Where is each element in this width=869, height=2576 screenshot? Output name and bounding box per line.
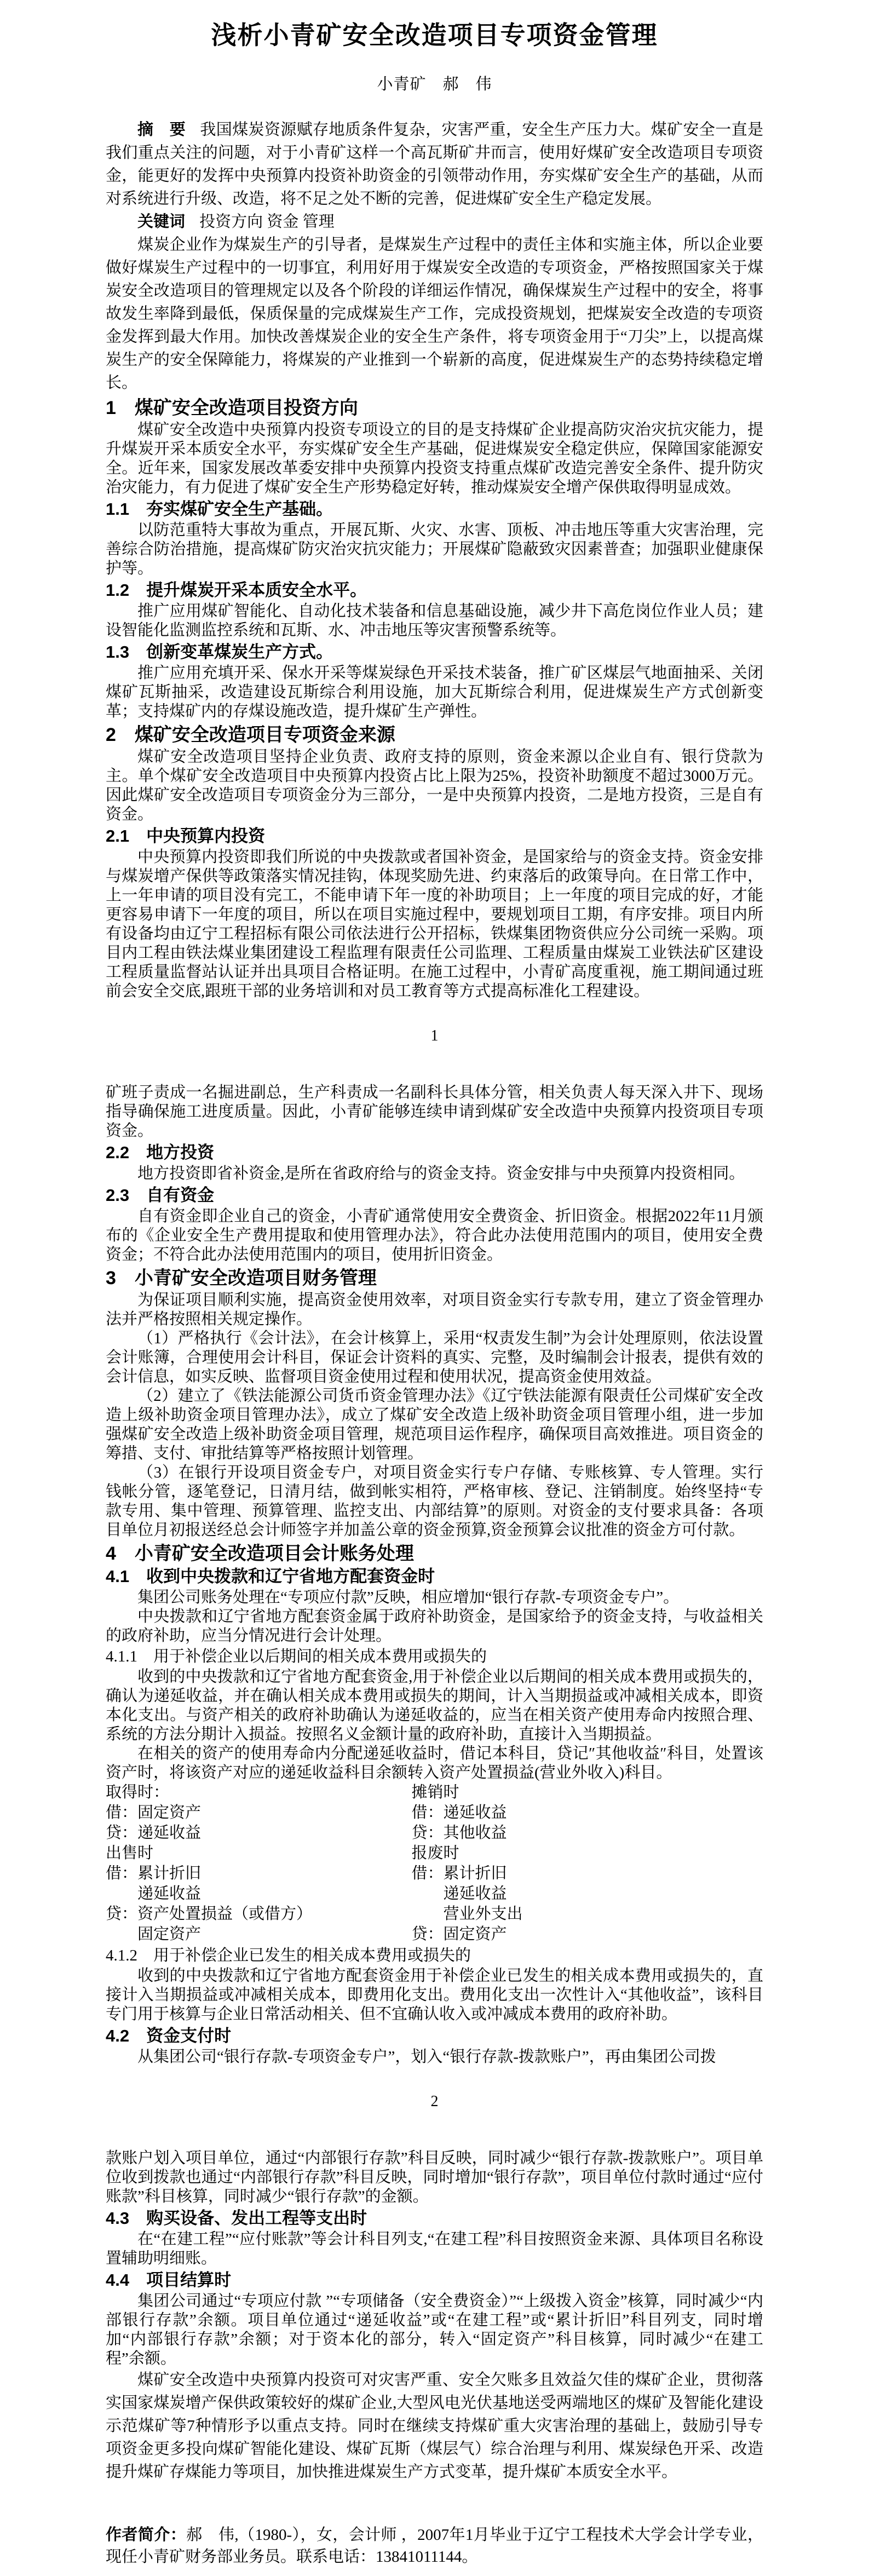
paragraph: 自有资金即企业自己的资金，小青矿通常使用安全费资金、折旧资金。根据2022年11月颁布的《企业安全生产费用提取和使用管理办法》，符合此办法使用范围内的项目，使用安全费资金；不符合此办法使用范围内的项目，使用折旧资金。 [106,1208,763,1263]
section-heading: 4.2 资金支付时 [106,2026,232,2045]
page-number: 2 [430,2093,439,2110]
paper-author: 小青矿 郝 伟 [377,76,492,93]
journal-entries-left [106,1783,411,1945]
page-break [106,2067,763,2149]
journal-entry-line: 借：递延收益 [411,1804,507,1821]
keywords [106,210,763,233]
section-heading: 4.4 项目结算时 [106,2270,232,2290]
journal-entries-right [411,1783,763,1945]
section-heading: 1.3 创新变革煤炭生产方式。 [106,642,333,662]
section-heading: 4.1.1 用于补偿企业以后期间的相关成本费用或损失的 [106,1648,487,1665]
section-heading: 4.1.2 用于补偿企业已发生的相关成本费用或损失的 [106,1947,471,1964]
journal-entry-line: 借：累计折旧 [411,1865,507,1882]
abstract [106,118,763,210]
paragraph: 为保证项目顺利实施，提高资金使用效率，对项目资金实行专款专用，建立了资金管理办法并严格按照相关规定操作。 [106,1291,763,1328]
journal-entry-line: 借：固定资产 [106,1804,202,1821]
journal-entry-line: 贷：其他收益 [411,1824,507,1842]
paragraph: 煤矿安全改造项目坚持企业负责、政府支持的原则，资金来源以企业自有、银行贷款为主。单个煤矿安全改造项目中央预算内投资占比上限为25%，投资补助额度不超过3000万元。因此煤矿安全改造项目专项资金分为三部分，一是中央预算内投资，二是地方投资，三是自有资金。 [106,748,763,823]
journal-entry-line: 固定资产 [137,1925,202,1943]
section-heading: 1.2 提升煤炭开采本质安全水平。 [106,580,367,600]
journal-entry-line: 报废时 [411,1844,459,1862]
paragraph: 推广应用煤矿智能化、自动化技术装备和信息基础设施，减少井下高危岗位作业人员；建设智能化监测监控系统和瓦斯、水、冲击地压等灾害预警系统等。 [106,602,763,639]
journal-entry-line: 借：累计折旧 [106,1865,202,1882]
paragraph: 在“在建工程”“应付账款”等会计科目列支,“在建工程”科目按照资金来源、具体项目名称设置辅助明细账。 [106,2230,763,2267]
section-heading: 1 煤矿安全改造项目投资方向 [106,398,358,418]
section-heading: 2 煤矿安全改造项目专项资金来源 [106,725,395,745]
paper-title: 浅析小青矿安全改造项目专项资金管理 [211,21,658,49]
journal-entry-line: 递延收益 [137,1885,202,1902]
paragraph: 煤矿安全改造中央预算内投资可对灾害严重、安全欠账多且效益欠佳的煤矿企业，贯彻落实国家煤炭增产保供政策较好的煤矿企业,大型风电光伏基地送受两端地区的煤矿及智能化建设示范煤矿等7种情形予以重点支持。同时在继续支持煤矿重大灾害治理的基础上，鼓励引导专项资金更多投向煤矿智能化建设、煤矿瓦斯（煤层气）综合治理与利用、煤炭绿色开采、改造提升煤矿存煤能力等项目，加快推进煤炭生产方式变革，提升煤矿本质安全水平。 [106,2371,763,2481]
paragraph: 集团公司通过“专项应付款 ”“专项储备（安全费资金）”“上级拨入资金”核算，同时减少“内部银行存款”余额。项目单位通过“递延收益”或“在建工程”或“累计折旧”科目列支，同时增加“内部银行存款”余额；对于资本化的部分，转入“固定资产”科目核算，同时减少“在建工程”余额。 [106,2292,763,2367]
author-bio-label: 作者简介： [106,2526,187,2544]
keywords-text: 投资方向 资金 管理 [199,213,335,231]
paragraph: 地方投资即省补资金,是所在省政府给与的资金支持。资金安排与中央预算内投资相同。 [137,1165,745,1182]
paragraph: 中央拨款和辽宁省地方配套资金属于政府补助资金，是国家给予的资金支持，与收益相关的政府补助，应当分情况进行会计处理。 [106,1608,763,1645]
journal-entry-line: 摊销时 [411,1784,459,1801]
journal-entry-line: 贷：资产处置损益（或借方） [106,1905,313,1923]
paragraph: 收到的中央拨款和辽宁省地方配套资金用于补偿企业已发生的相关成本费用或损失的，直接计入当期损益或冲减相关成本，即费用化支出。费用化支出一次性计入“其他收益”，该科目专门用于核算与企业日常活动相关、但不宜确认收入或冲减成本费用的政府补助。 [106,1967,763,2023]
abstract-label: 摘 要 [137,121,186,139]
section-heading: 2.3 自有资金 [106,1186,215,1205]
section-heading: 2.1 中央预算内投资 [106,826,266,846]
paragraph: 收到的中央拨款和辽宁省地方配套资金,用于补偿企业以后期间的相关成本费用或损失的，确认为递延收益，并在确认相关成本费用或损失的期间，计入当期损益或冲减相关成本，即资本化支出。与资产相关的政府补助确认为递延收益的，应当在相关资产使用寿命内按照合理、系统的方法分期计入损益。按照名义金额计量的政府补助，直接计入当期损益。 [106,1668,763,1743]
paragraph: 煤炭企业作为煤炭生产的引导者，是煤炭生产过程中的责任主体和实施主体，所以企业要做好煤炭生产过程中的一切事宜，利用好用于煤炭安全改造的专项资金，严格按照国家关于煤炭安全改造项目的管理规定以及各个阶段的详细运作情况，确保煤炭生产过程中的安全，将事故发生率降到最低，保质保量的完成煤炭生产工作，完成投资规划，把煤炭安全改造的专项资金发挥到最大作用。加快改善煤炭企业的安全生产条件，将专项资金用于“刀尖”上，以提高煤炭生产的安全保障能力，将煤炭的产业推到一个崭新的高度，促进煤炭生产的态势持续稳定增长。 [106,236,763,392]
journal-entry-line: 取得时： [106,1784,170,1801]
journal-entry-line: 贷：递延收益 [106,1824,202,1842]
section-heading: 3 小青矿安全改造项目财务管理 [106,1268,377,1289]
paragraph: 煤矿安全改造中央预算内投资专项设立的目的是支持煤矿企业提高防灾治灾抗灾能力，提升煤炭开采本质安全水平，夯实煤矿安全生产基础，促进煤炭安全稳定供应，保障国家能源安全。近年来，国家发展改革委安排中央预算内投资支持重点煤矿改造完善安全条件、提升防灾治灾能力，有力促进了煤矿安全生产形势稳定好转，推动煤炭安全增产保供取得明显成效。 [106,421,763,496]
paragraph: 集团公司账务处理在“专项应付款”反映，相应增加“银行存款-专项资金专户”。 [137,1589,680,1606]
page-break [106,1001,763,1083]
document-body [106,233,763,2568]
section-heading: 1.1 夯实煤矿安全生产基础。 [106,499,333,519]
journal-entry-line: 递延收益 [443,1885,507,1902]
abstract-text: 我国煤炭资源赋存地质条件复杂，灾害严重，安全生产压力大。煤矿安全一直是我们重点关注的问题，对于小青矿这样一个高瓦斯矿井而言，使用好煤矿安全改造项目专项资金，能更好的发挥中央预算内投资补助资金的引领带动作用，夯实煤矿安全生产的基础，从而对系统进行升级、改造，将不足之处不断的完善，促进煤矿安全生产稳定发展。 [106,121,763,208]
paragraph: 中央预算内投资即我们所说的中央拨款或者国补资金，是国家给与的资金支持。资金安排与煤炭增产保供等政策落实情况挂钩，体现奖励先进、约束落后的政策导向。在日常工作中，上一年申请的项目没有完工，不能申请下年一度的补助项目；上一年度的项目完成的好，才能更容易申请下一年度的项目，所以在项目实施过程中，要规划项目工期，有序安排。项目内所有设备均由辽宁工程招标有限公司依法进行公开招标，铁煤集团物资供应分公司统一采购。项目内工程由铁法煤业集团建设工程监理有限责任公司监理、工程质量由煤炭工业铁法矿区建设工程质量监督站认证并出具项目合格证明。在施工过程中，小青矿高度重视，施工期间通过班前会安全交底,跟班干部的业务培训和对员工教育等方式提高标准化工程建设。 [106,848,763,1000]
page-number: 1 [430,1027,439,1044]
author-bio [106,2524,763,2568]
journal-entry-line: 出售时 [106,1844,154,1862]
keywords-label: 关键词 [137,213,186,231]
section-heading: 4.3 购买设备、发出工程等支出时 [106,2209,367,2228]
section-heading: 4 小青矿安全改造项目会计账务处理 [106,1543,414,1564]
paragraph: （2）建立了《铁法能源公司货币资金管理办法》《辽宁铁法能源有限责任公司煤矿安全改造上级补助资金项目管理办法》，成立了煤矿安全改造上级补助资金项目管理小组，进一步加强煤矿安全改造上级补助资金项目管理，规范项目运作程序，确保项目高效推进。项目资金的筹措、支付、审批结算等严格按照计划管理。 [106,1387,763,1462]
journal-entry-line: 贷：固定资产 [411,1925,507,1943]
paragraph: 在相关的资产的使用寿命内分配递延收益时，借记本科目，贷记″其他收益″科目，处置该资产时，将该资产对应的递延收益科目余额转入资产处置损益(营业外收入)科目。 [106,1745,763,1781]
paragraph: （3）在银行开设项目资金专户，对项目资金实行专户存储、专账核算、专人管理。实行钱帐分管，逐笔登记，日清月结，做到帐实相符，严格审核、登记、注销制度。始终坚持“专款专用、集中管理、预算管理、监控支出、内部结算”的原则。对资金的支付要求具备：各项目单位月初报送经总会计师签字并加盖公章的资金预算,资金预算会议批准的资金方可付款。 [106,1464,763,1539]
paragraph: 款账户划入项目单位，通过“内部银行存款”科目反映，同时减少“银行存款-拨款账户”。项目单位收到拨款也通过“内部银行存款”科目反映，同时增加“银行存款”，项目单位付款时通过“应付账款”科目核算，同时减少“银行存款”的金额。 [106,2149,763,2205]
paragraph: 矿班子责成一名掘进副总，生产科责成一名副科长具体分管，相关负责人每天深入井下、现场指导确保施工进度质量。因此，小青矿能够连续申请到煤矿安全改造中央预算内投资项目专项资金。 [106,1084,763,1140]
paragraph: （1）严格执行《会计法》，在会计核算上，采用“权责发生制”为会计处理原则，依法设置会计账簿，合理使用会计科目，保证会计资料的真实、完整，及时编制会计报表，提供有效的会计信息，如实反映、监督项目资金使用过程和使用状况，提高资金使用效益。 [106,1330,763,1385]
section-heading: 2.2 地方投资 [106,1143,215,1162]
paragraph: 从集团公司“银行存款-专项资金专户”，划入“银行存款-拨款账户”，再由集团公司拨 [137,2048,716,2066]
author-bio-text: 郝 伟,（1980-），女，会计师 ，2007年1月毕业于辽宁工程技术大学会计学专业，现任小青矿财务部业务员。联系电话：13841011144。 [106,2526,763,2566]
journal-entry-line: 营业外支出 [443,1905,523,1923]
journal-entries [106,1783,763,1945]
section-heading: 4.1 收到中央拨款和辽宁省地方配套资金时 [106,1567,435,1586]
paragraph: 以防范重特大事故为重点，开展瓦斯、火灾、水害、顶板、冲击地压等重大灾害治理，完善综合防治措施，提高煤矿防灾治灾抗灾能力；开展煤矿隐蔽致灾因素普查；加强职业健康保护等。 [106,521,763,577]
paragraph: 推广应用充填开采、保水开采等煤炭绿色开采技术装备，推广矿区煤层气地面抽采、关闭煤矿瓦斯抽采，改造建设瓦斯综合利用设施，加大瓦斯综合利用，促进煤炭生产方式创新变革；支持煤矿内的存煤设施改造，提升煤矿生产弹性。 [106,664,763,720]
